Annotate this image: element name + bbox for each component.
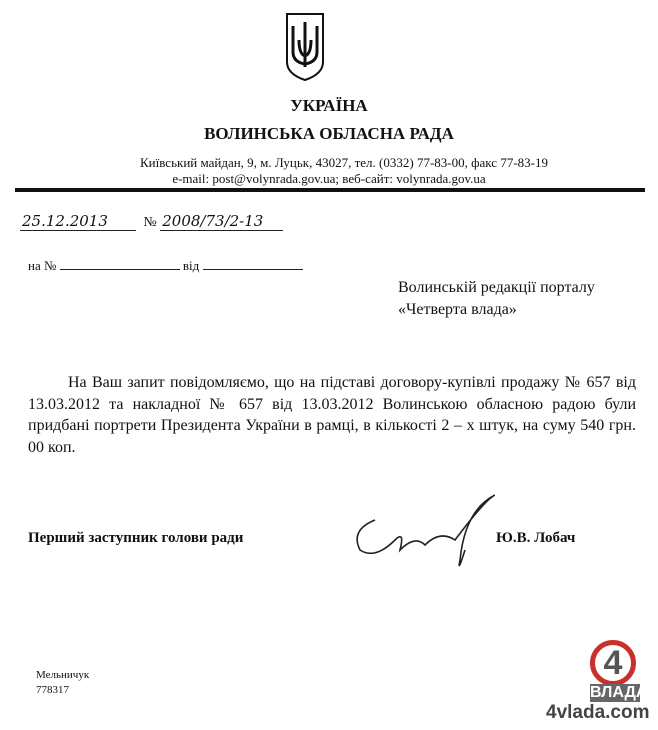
letter-number: 2008/73/2-13 — [160, 212, 283, 231]
watermark-word: ВЛАДА — [590, 684, 648, 701]
from-label: від — [182, 258, 200, 273]
signer-name: Ю.В. Лобач — [496, 530, 576, 546]
header-divider — [15, 188, 645, 192]
executor-name: Мельничук — [36, 669, 90, 681]
watermark-logo: 4 — [590, 640, 636, 686]
trident-emblem-icon — [285, 12, 325, 82]
contacts-line: e-mail: post@volynrada.gov.ua; веб-сайт: volynrada.gov.ua — [172, 171, 486, 186]
addressee — [398, 277, 595, 321]
addressee-line: Волинській редакції порталу — [398, 279, 595, 296]
number-label: № — [143, 215, 157, 230]
ref-label: на № — [28, 258, 57, 273]
addressee-line: «Четверта влада» — [398, 301, 517, 318]
address-line: Київський майдан, 9, м. Луцьк, 43027, тел. (0332) 77-83-00, факс 77-83-19 — [140, 155, 548, 170]
letter-body: На Ваш запит повідомляємо, що на підставі договору-купівлі продажу № 657 від 13.03.2012 та накладної № 657 від 13.03.2012 Волинською обласною радою були придбані портрети Президента України в рамці, в кількості 2 – х штук, на суму 540 грн. 00 коп. — [28, 374, 636, 456]
executor-phone: 778317 — [36, 684, 69, 696]
handwritten-signature-icon — [345, 490, 495, 580]
org-title: ВОЛИНСЬКА ОБЛАСНА РАДА — [204, 124, 454, 143]
signer-position: Перший заступник голови ради — [28, 530, 244, 546]
country-title: УКРАЇНА — [290, 96, 368, 115]
watermark-site: 4vlada.com — [546, 702, 650, 723]
letter-date: 25.12.2013 — [20, 212, 136, 231]
